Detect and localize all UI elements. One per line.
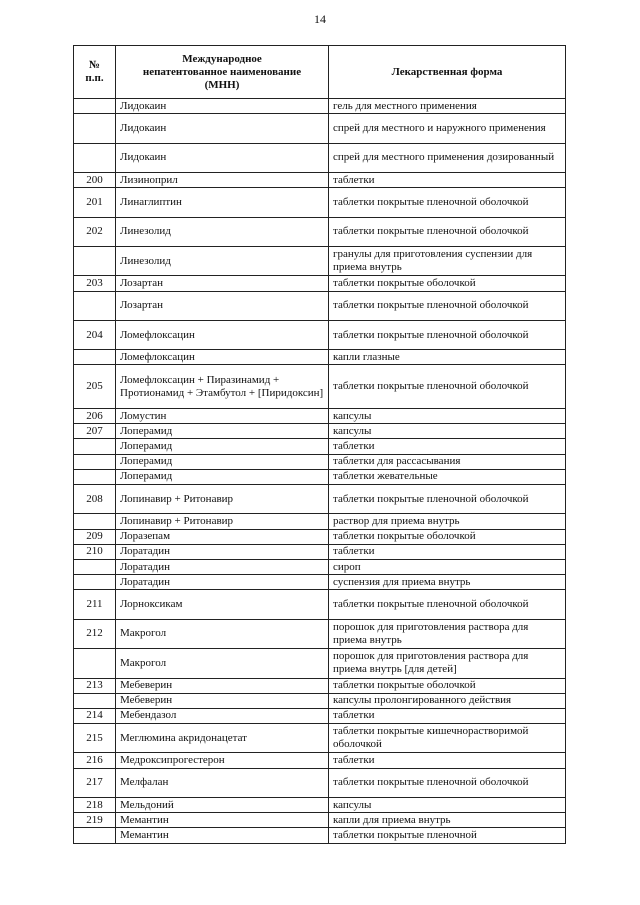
cell-dosage-form: капсулы <box>329 409 566 424</box>
cell-number: 217 <box>74 768 116 797</box>
cell-number <box>74 350 116 365</box>
cell-number: 215 <box>74 724 116 753</box>
cell-drug-name: Мебендазол <box>116 708 329 723</box>
cell-number: 216 <box>74 753 116 768</box>
table-header-row <box>74 46 566 99</box>
header-num: № п.п. <box>74 46 116 99</box>
cell-drug-name: Лоперамид <box>116 439 329 454</box>
cell-drug-name: Лоратадин <box>116 559 329 574</box>
table-row <box>74 708 566 723</box>
table-row <box>74 188 566 217</box>
cell-number <box>74 693 116 708</box>
cell-number: 211 <box>74 590 116 619</box>
table-row <box>74 291 566 320</box>
table-row <box>74 753 566 768</box>
table-body <box>74 99 566 844</box>
cell-drug-name: Лозартан <box>116 291 329 320</box>
cell-number: 208 <box>74 485 116 514</box>
cell-dosage-form: спрей для местного применения дозированный <box>329 143 566 172</box>
cell-number <box>74 828 116 843</box>
cell-number: 203 <box>74 276 116 291</box>
cell-dosage-form: гранулы для приготовления суспензии для приема внутрь <box>329 246 566 275</box>
table-row <box>74 365 566 409</box>
cell-drug-name: Лоперамид <box>116 454 329 469</box>
cell-number: 213 <box>74 678 116 693</box>
table-row <box>74 813 566 828</box>
drug-table <box>73 45 566 844</box>
cell-number <box>74 114 116 143</box>
cell-dosage-form: спрей для местного и наружного применения <box>329 114 566 143</box>
table-row <box>74 590 566 619</box>
cell-drug-name: Лопинавир + Ритонавир <box>116 485 329 514</box>
cell-drug-name: Лоратадин <box>116 575 329 590</box>
cell-number: 212 <box>74 619 116 648</box>
cell-dosage-form: таблетки покрытые оболочкой <box>329 276 566 291</box>
cell-number: 200 <box>74 172 116 187</box>
cell-dosage-form: таблетки покрытые пленочной оболочкой <box>329 485 566 514</box>
cell-number: 201 <box>74 188 116 217</box>
cell-number <box>74 291 116 320</box>
cell-drug-name: Мельдоний <box>116 798 329 813</box>
cell-drug-name: Лизиноприл <box>116 172 329 187</box>
cell-drug-name: Линезолид <box>116 217 329 246</box>
table-row <box>74 798 566 813</box>
cell-number <box>74 143 116 172</box>
cell-number <box>74 439 116 454</box>
cell-number: 204 <box>74 320 116 349</box>
cell-number: 205 <box>74 365 116 409</box>
cell-drug-name: Макрогол <box>116 649 329 678</box>
cell-drug-name: Лидокаин <box>116 114 329 143</box>
cell-dosage-form: таблетки <box>329 544 566 559</box>
table-row <box>74 246 566 275</box>
cell-dosage-form: таблетки покрытые пленочной оболочкой <box>329 320 566 349</box>
cell-dosage-form: капли глазные <box>329 350 566 365</box>
cell-number <box>74 454 116 469</box>
table-row <box>74 544 566 559</box>
table-row <box>74 276 566 291</box>
cell-drug-name: Линаглиптин <box>116 188 329 217</box>
cell-dosage-form: порошок для приготовления раствора для приема внутрь [для детей] <box>329 649 566 678</box>
table-row <box>74 424 566 439</box>
cell-number: 207 <box>74 424 116 439</box>
cell-dosage-form: таблетки покрытые пленочной <box>329 828 566 843</box>
cell-drug-name: Мебеверин <box>116 693 329 708</box>
cell-dosage-form: суспензия для приема внутрь <box>329 575 566 590</box>
cell-dosage-form: капсулы пролонгированного действия <box>329 693 566 708</box>
cell-number <box>74 649 116 678</box>
table-row <box>74 649 566 678</box>
table-row <box>74 143 566 172</box>
table-row <box>74 514 566 529</box>
cell-drug-name: Лоратадин <box>116 544 329 559</box>
cell-dosage-form: таблетки <box>329 439 566 454</box>
cell-dosage-form: гель для местного применения <box>329 99 566 114</box>
cell-number <box>74 575 116 590</box>
cell-dosage-form: таблетки для рассасывания <box>329 454 566 469</box>
cell-drug-name: Лорноксикам <box>116 590 329 619</box>
cell-drug-name: Медроксипрогестерон <box>116 753 329 768</box>
table-row <box>74 454 566 469</box>
cell-drug-name: Мебеверин <box>116 678 329 693</box>
table-row <box>74 114 566 143</box>
cell-dosage-form: таблетки <box>329 753 566 768</box>
header-name: Международное непатентованное наименование (МНН) <box>116 46 329 99</box>
cell-drug-name: Мелфалан <box>116 768 329 797</box>
cell-dosage-form: сироп <box>329 559 566 574</box>
cell-drug-name: Ломустин <box>116 409 329 424</box>
table-row <box>74 828 566 843</box>
cell-dosage-form: капли для приема внутрь <box>329 813 566 828</box>
table-row <box>74 559 566 574</box>
table-row <box>74 350 566 365</box>
cell-dosage-form: таблетки покрытые пленочной оболочкой <box>329 291 566 320</box>
cell-drug-name: Лидокаин <box>116 143 329 172</box>
cell-number <box>74 246 116 275</box>
cell-dosage-form: таблетки покрытые пленочной оболочкой <box>329 217 566 246</box>
cell-drug-name: Лопинавир + Ритонавир <box>116 514 329 529</box>
cell-drug-name: Лидокаин <box>116 99 329 114</box>
cell-drug-name: Меглюмина акридонацетат <box>116 724 329 753</box>
cell-dosage-form: таблетки жевательные <box>329 469 566 484</box>
table-row <box>74 678 566 693</box>
cell-drug-name: Лоразепам <box>116 529 329 544</box>
cell-number <box>74 99 116 114</box>
cell-number <box>74 559 116 574</box>
table-row <box>74 217 566 246</box>
cell-dosage-form: таблетки покрытые пленочной оболочкой <box>329 188 566 217</box>
cell-drug-name: Лоперамид <box>116 469 329 484</box>
cell-number: 210 <box>74 544 116 559</box>
header-form: Лекарственная форма <box>329 46 566 99</box>
cell-number <box>74 469 116 484</box>
page-number: 14 <box>314 12 326 26</box>
cell-dosage-form: капсулы <box>329 798 566 813</box>
cell-drug-name: Лозартан <box>116 276 329 291</box>
table-row <box>74 99 566 114</box>
table-row <box>74 172 566 187</box>
cell-drug-name: Ломефлоксацин + Пиразинамид + Протионамид + Этамбутол + [Пиридоксин] <box>116 365 329 409</box>
table-row <box>74 469 566 484</box>
cell-drug-name: Мемантин <box>116 828 329 843</box>
cell-number: 214 <box>74 708 116 723</box>
cell-number: 219 <box>74 813 116 828</box>
cell-dosage-form: таблетки <box>329 172 566 187</box>
cell-number: 218 <box>74 798 116 813</box>
table-row <box>74 619 566 648</box>
cell-drug-name: Ломефлоксацин <box>116 350 329 365</box>
cell-dosage-form: таблетки <box>329 708 566 723</box>
table-row <box>74 320 566 349</box>
cell-drug-name: Линезолид <box>116 246 329 275</box>
table-row <box>74 485 566 514</box>
cell-dosage-form: таблетки покрытые оболочкой <box>329 678 566 693</box>
cell-drug-name: Макрогол <box>116 619 329 648</box>
cell-drug-name: Ломефлоксацин <box>116 320 329 349</box>
cell-number: 202 <box>74 217 116 246</box>
cell-number <box>74 514 116 529</box>
table-row <box>74 529 566 544</box>
table-row <box>74 439 566 454</box>
table-row <box>74 575 566 590</box>
cell-dosage-form: порошок для приготовления раствора для приема внутрь <box>329 619 566 648</box>
cell-dosage-form: таблетки покрытые пленочной оболочкой <box>329 768 566 797</box>
cell-drug-name: Мемантин <box>116 813 329 828</box>
table-row <box>74 693 566 708</box>
cell-dosage-form: капсулы <box>329 424 566 439</box>
cell-drug-name: Лоперамид <box>116 424 329 439</box>
cell-dosage-form: таблетки покрытые оболочкой <box>329 529 566 544</box>
table-row <box>74 768 566 797</box>
cell-number: 206 <box>74 409 116 424</box>
cell-number: 209 <box>74 529 116 544</box>
table-row <box>74 409 566 424</box>
table-row <box>74 724 566 753</box>
cell-dosage-form: раствор для приема внутрь <box>329 514 566 529</box>
cell-dosage-form: таблетки покрытые пленочной оболочкой <box>329 590 566 619</box>
cell-dosage-form: таблетки покрытые пленочной оболочкой <box>329 365 566 409</box>
cell-dosage-form: таблетки покрытые кишечнорастворимой оболочкой <box>329 724 566 753</box>
